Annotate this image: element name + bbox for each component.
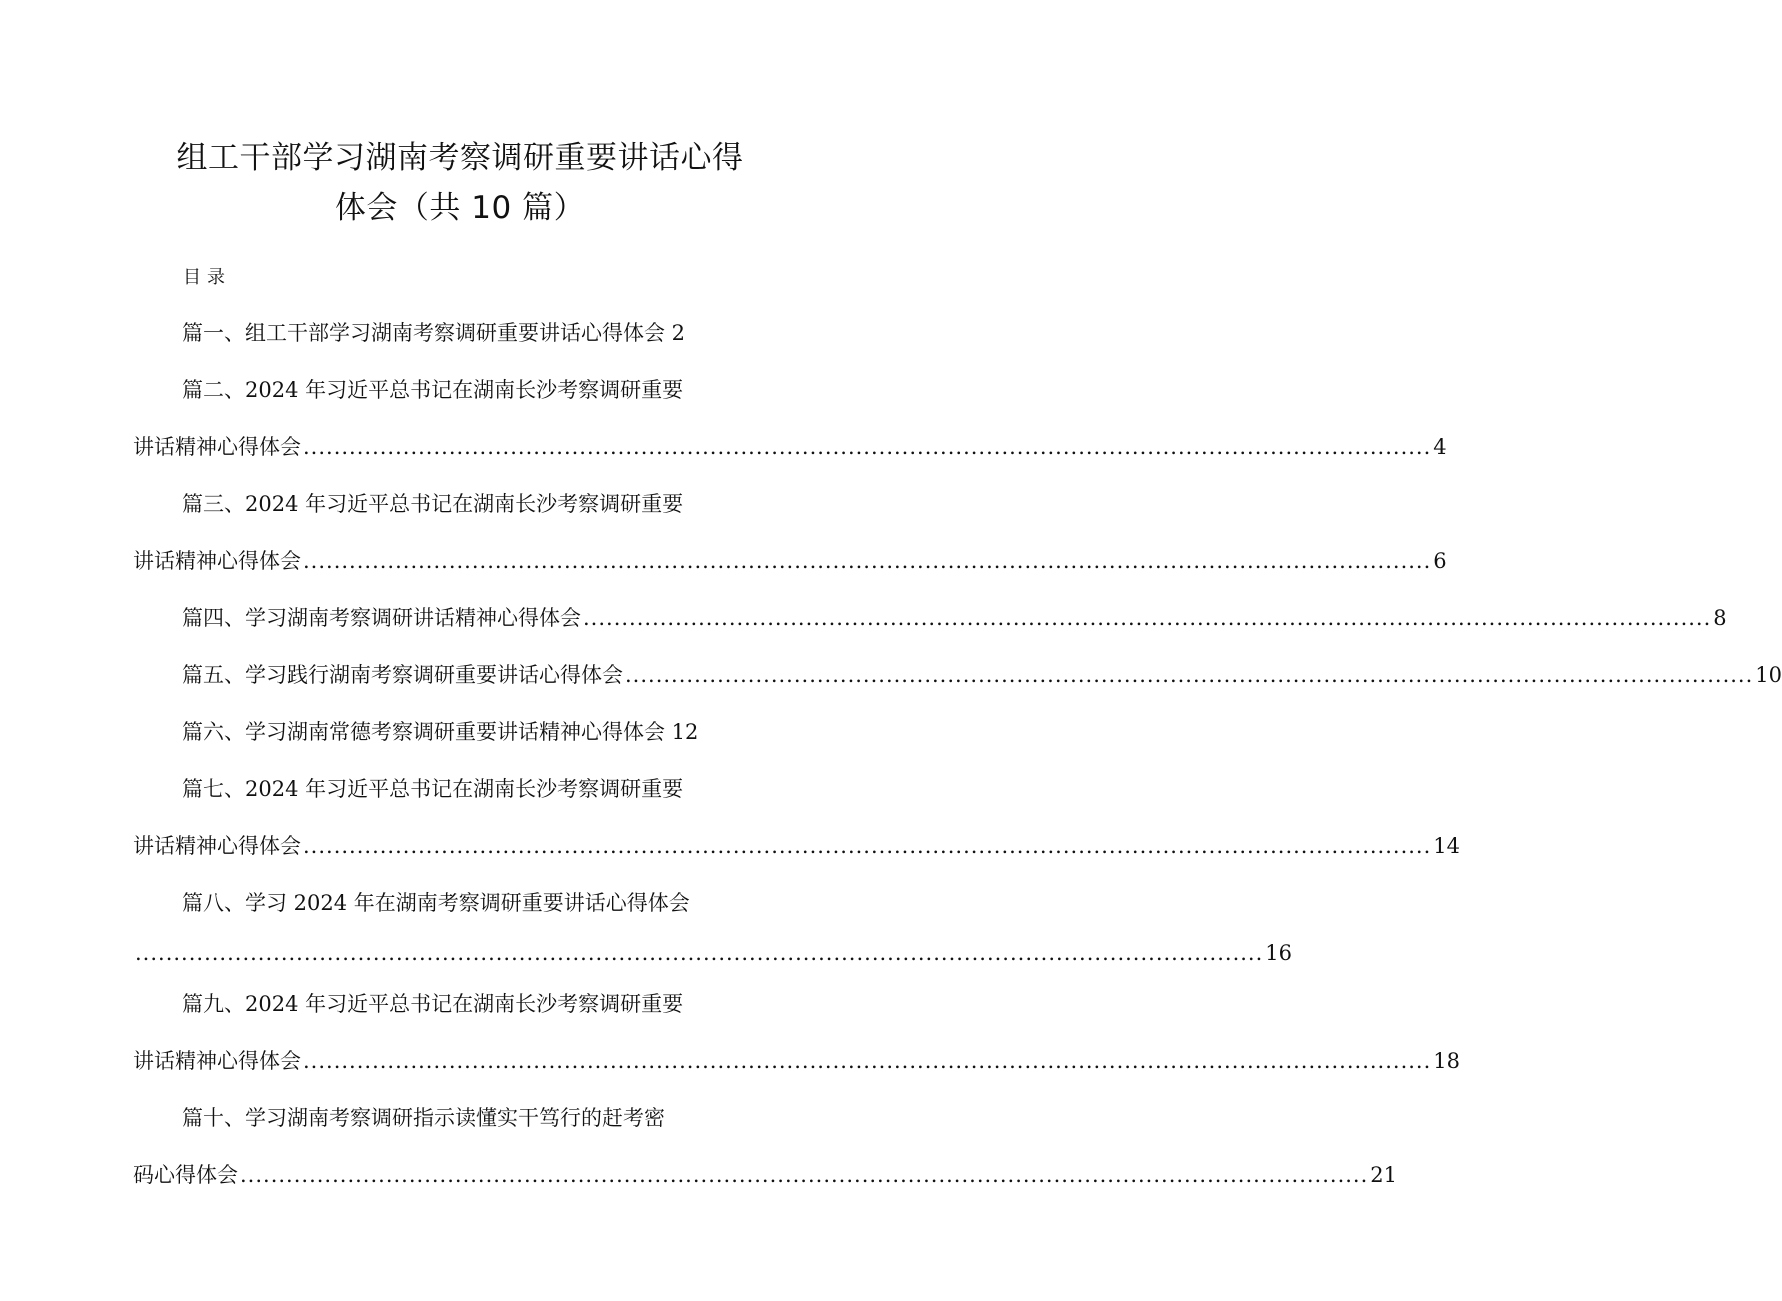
toc-entry-4[interactable] — [182, 606, 1727, 630]
toc-entry-2[interactable]: 篇二、2024 年习近平总书记在湖南长沙考察调研重要 — [182, 378, 684, 402]
page-number: 10 — [1755, 663, 1782, 687]
dot-leader: ................................................................................................................................................... — [303, 549, 1432, 573]
page-number: 6 — [1433, 549, 1447, 573]
toc-entry-9-cont[interactable] — [133, 1049, 1461, 1073]
dot-leader: ................................................................................................................................................... — [240, 1163, 1369, 1187]
toc-entry-5[interactable] — [182, 663, 1782, 687]
toc-entry-8[interactable]: 篇八、学习 2024 年在湖南考察调研重要讲话心得体会 — [182, 891, 690, 915]
toc-entry-3-cont[interactable] — [133, 549, 1447, 573]
dot-leader: ................................................................................................................................................... — [303, 1049, 1432, 1073]
toc-entry-text: 篇四、学习湖南考察调研讲话精神心得体会 — [182, 606, 581, 630]
page-number: 8 — [1713, 606, 1727, 630]
toc-heading: 目录 — [183, 267, 231, 288]
page-number: 14 — [1433, 834, 1461, 858]
toc-entry-text: 讲话精神心得体会 — [133, 549, 301, 573]
toc-entry-10-cont[interactable] — [133, 1163, 1398, 1187]
toc-entry-6[interactable]: 篇六、学习湖南常德考察调研重要讲话精神心得体会 12 — [182, 720, 699, 744]
page-number: 18 — [1433, 1049, 1461, 1073]
toc-entry-7-cont[interactable] — [133, 834, 1461, 858]
toc-entry-text: 讲话精神心得体会 — [133, 435, 301, 459]
toc-entry-2-cont[interactable] — [133, 435, 1447, 459]
document-title-line-2: 体会（共 10 篇） — [334, 190, 586, 226]
toc-entry-7[interactable]: 篇七、2024 年习近平总书记在湖南长沙考察调研重要 — [182, 777, 684, 801]
dot-leader: ................................................................................................................................................... — [303, 435, 1432, 459]
page-number: 4 — [1433, 435, 1447, 459]
toc-entry-3[interactable]: 篇三、2024 年习近平总书记在湖南长沙考察调研重要 — [182, 492, 684, 516]
dot-leader: ................................................................................................................................................... — [625, 663, 1754, 687]
toc-entry-text: 篇五、学习践行湖南考察调研重要讲话心得体会 — [182, 663, 623, 687]
dot-leader: ................................................................................................................................................... — [303, 834, 1432, 858]
toc-entry-text: 讲话精神心得体会 — [133, 834, 301, 858]
toc-entry-9[interactable]: 篇九、2024 年习近平总书记在湖南长沙考察调研重要 — [182, 992, 684, 1016]
toc-entry-10[interactable]: 篇十、学习湖南考察调研指示读懂实干笃行的赶考密 — [182, 1106, 665, 1130]
toc-entry-1[interactable]: 篇一、组工干部学习湖南考察调研重要讲话心得体会 2 — [182, 321, 686, 345]
document-title-line-1: 组工干部学习湖南考察调研重要讲话心得 — [176, 140, 744, 176]
page-number: 21 — [1370, 1163, 1398, 1187]
dot-leader: ................................................................................................................................................... — [135, 941, 1264, 965]
toc-entry-text: 讲话精神心得体会 — [133, 1049, 301, 1073]
page-number: 16 — [1265, 941, 1293, 965]
toc-entry-8-cont[interactable] — [133, 941, 1293, 965]
dot-leader: ................................................................................................................................................... — [583, 606, 1712, 630]
toc-entry-text: 码心得体会 — [133, 1163, 238, 1187]
